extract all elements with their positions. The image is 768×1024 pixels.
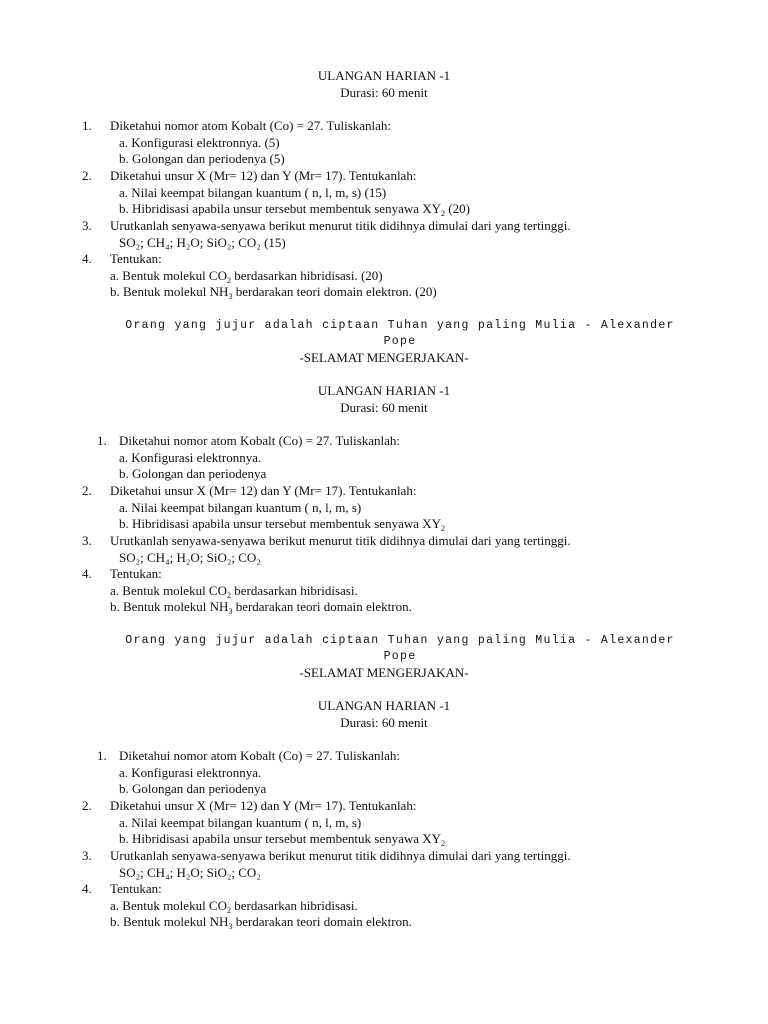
subscript: 2 bbox=[441, 209, 446, 218]
compound-list: SO₂; CH₄; H₂O; SiO₂; CO₂ bbox=[119, 865, 261, 880]
quote-line-2: Pope bbox=[383, 650, 417, 663]
part-text: a. Bentuk molekul CO bbox=[110, 268, 227, 283]
subscript: 3 bbox=[228, 922, 233, 931]
question-number: 3. bbox=[82, 848, 92, 863]
question-number: 4. bbox=[82, 251, 92, 266]
compound-list: SO₂; CH₄; H₂O; SiO₂; CO₂ (15) bbox=[119, 235, 286, 250]
quote-line-2: Pope bbox=[383, 335, 417, 348]
part-text-end: berdasarkan hibridisasi. bbox=[231, 898, 358, 913]
part-text: b. Hibridisasi apabila unsur tersebut membentuk senyawa XY bbox=[119, 831, 442, 846]
part-text-end: (20) bbox=[445, 201, 470, 216]
part-text: a. Bentuk molekul CO bbox=[110, 898, 227, 913]
question-text: Diketahui unsur X (Mr= 12) dan Y (Mr= 17). Tentukanlah: bbox=[110, 168, 417, 183]
subscript: 3 bbox=[228, 292, 233, 301]
question-4-part-b bbox=[110, 914, 412, 932]
exam-title: ULANGAN HARIAN -1 bbox=[317, 68, 451, 83]
part-text: b. Bentuk molekul NH bbox=[110, 599, 229, 614]
quote-line-1: Orang yang jujur adalah ciptaan Tuhan yang paling Mulia - Alexander bbox=[125, 634, 675, 647]
question-number: 4. bbox=[82, 881, 92, 896]
question-text: Tentukan: bbox=[110, 251, 162, 266]
exam-title: ULANGAN HARIAN -1 bbox=[317, 383, 451, 398]
exam-title: ULANGAN HARIAN -1 bbox=[317, 698, 451, 713]
question-1-part-b: b. Golongan dan periodenya bbox=[119, 466, 267, 481]
subscript: 2 bbox=[227, 276, 231, 285]
question-number: 1. bbox=[97, 433, 107, 448]
part-text: a. Bentuk molekul CO bbox=[110, 583, 227, 598]
part-text: b. Hibridisasi apabila unsur tersebut membentuk senyawa XY bbox=[119, 516, 442, 531]
question-text: Urutkanlah senyawa-senyawa berikut menurut titik didihnya dimulai dari yang tertinggi. bbox=[110, 848, 571, 863]
question-text: Diketahui unsur X (Mr= 12) dan Y (Mr= 17). Tentukanlah: bbox=[110, 483, 417, 498]
question-text: Diketahui unsur X (Mr= 12) dan Y (Mr= 17). Tentukanlah: bbox=[110, 798, 417, 813]
exam-duration: Durasi: 60 menit bbox=[340, 400, 428, 415]
closing-text: -SELAMAT MENGERJAKAN- bbox=[299, 350, 469, 365]
question-number: 3. bbox=[82, 533, 92, 548]
part-text: b. Bentuk molekul NH bbox=[110, 284, 229, 299]
question-text: Tentukan: bbox=[110, 881, 162, 896]
question-text: Urutkanlah senyawa-senyawa berikut menurut titik didihnya dimulai dari yang tertinggi. bbox=[110, 533, 571, 548]
question-text: Diketahui nomor atom Kobalt (Co) = 27. Tuliskanlah: bbox=[119, 748, 401, 763]
compound-list: SO₂; CH₄; H₂O; SiO₂; CO₂ bbox=[119, 550, 261, 565]
part-text: b. Hibridisasi apabila unsur tersebut membentuk senyawa XY bbox=[119, 201, 442, 216]
subscript: 2 bbox=[441, 524, 446, 533]
question-2-part-a: a. Nilai keempat bilangan kuantum ( n, l, m, s) (15) bbox=[119, 185, 387, 200]
part-text: b. Bentuk molekul NH bbox=[110, 914, 229, 929]
question-1-part-a: a. Konfigurasi elektronnya. bbox=[119, 450, 262, 465]
question-2-part-b bbox=[119, 201, 470, 219]
subscript: 2 bbox=[227, 906, 231, 915]
question-text: Diketahui nomor atom Kobalt (Co) = 27. Tuliskanlah: bbox=[110, 118, 392, 133]
question-1-part-b: b. Golongan dan periodenya bbox=[119, 781, 267, 796]
exam-duration: Durasi: 60 menit bbox=[340, 715, 428, 730]
question-number: 3. bbox=[82, 218, 92, 233]
part-text-end: berdarakan teori domain elektron. bbox=[232, 914, 412, 929]
question-text: Urutkanlah senyawa-senyawa berikut menurut titik didihnya dimulai dari yang tertinggi. bbox=[110, 218, 571, 233]
question-2-part-a: a. Nilai keempat bilangan kuantum ( n, l, m, s) bbox=[119, 500, 362, 515]
part-text-end: berdarakan teori domain elektron. (20) bbox=[232, 284, 437, 299]
subscript: 2 bbox=[227, 591, 231, 600]
question-1-part-a: a. Konfigurasi elektronnya. (5) bbox=[119, 135, 280, 150]
part-text-end: berdasarkan hibridisasi. (20) bbox=[231, 268, 383, 283]
question-4-part-b bbox=[110, 599, 412, 617]
question-text: Tentukan: bbox=[110, 566, 162, 581]
question-number: 1. bbox=[97, 748, 107, 763]
part-text-end: berdarakan teori domain elektron. bbox=[232, 599, 412, 614]
exam-duration: Durasi: 60 menit bbox=[340, 85, 428, 100]
question-4-part-b bbox=[110, 284, 437, 302]
question-2-part-a: a. Nilai keempat bilangan kuantum ( n, l, m, s) bbox=[119, 815, 362, 830]
subscript: 2 bbox=[441, 839, 446, 848]
question-1-part-a: a. Konfigurasi elektronnya. bbox=[119, 765, 262, 780]
question-number: 2. bbox=[82, 798, 92, 813]
question-text: Diketahui nomor atom Kobalt (Co) = 27. Tuliskanlah: bbox=[119, 433, 401, 448]
quote-line-1: Orang yang jujur adalah ciptaan Tuhan yang paling Mulia - Alexander bbox=[125, 319, 675, 332]
subscript: 3 bbox=[228, 607, 233, 616]
question-number: 1. bbox=[82, 118, 92, 133]
question-2-part-b bbox=[119, 831, 445, 849]
closing-text: -SELAMAT MENGERJAKAN- bbox=[299, 665, 469, 680]
question-number: 4. bbox=[82, 566, 92, 581]
part-text-end: berdasarkan hibridisasi. bbox=[231, 583, 358, 598]
question-number: 2. bbox=[82, 168, 92, 183]
question-2-part-b bbox=[119, 516, 445, 534]
question-1-part-b: b. Golongan dan periodenya (5) bbox=[119, 151, 285, 166]
question-number: 2. bbox=[82, 483, 92, 498]
